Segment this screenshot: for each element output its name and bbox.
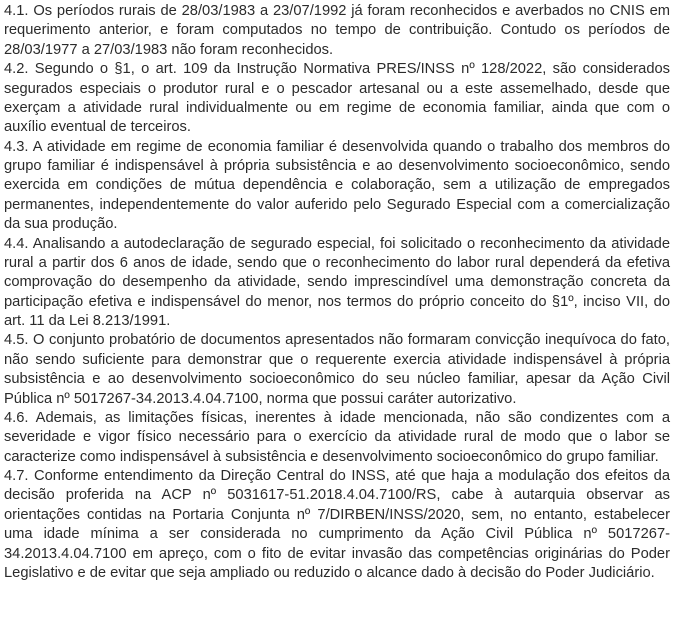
paragraph-4-2: 4.2. Segundo o §1, o art. 109 da Instrução Normativa PRES/INSS nº 128/2022, são considerados segurados especiais o produtor rural e o pescador artesanal ou a este assemelhado, desde que exerçam a atividade rural individualmente ou em regime de economia familiar, ainda que com o auxílio eventual de terceiros. [4, 61, 670, 136]
paragraph-4-1: 4.1. Os períodos rurais de 28/03/1983 a 23/07/1992 já foram reconhecidos e averbados no CNIS em requerimento anterior, e foram computados no tempo de contribuição. Contudo os períodos de 28/03/1977 a 27/03/1983 não foram reconhecidos. [4, 3, 670, 58]
paragraph-4-3: 4.3. A atividade em regime de economia familiar é desenvolvida quando o trabalho dos membros do grupo familiar é indispensável à própria subsistência e ao desenvolvimento socioeconômico, sendo exercida em condições de mútua dependência e colaboração, sem a utilização de empregados permanentes, independentemente do valor auferido pelo Segurado Especial com a comercialização da sua produção. [4, 138, 670, 233]
paragraph-4-4: 4.4. Analisando a autodeclaração de segurado especial, foi solicitado o reconhecimento da atividade rural a partir dos 6 anos de idade, sendo que o reconhecimento do labor rural dependerá da efetiva comprovação do desempenho da atividade, sendo imprescindível uma demonstração concreta da participação efetiva e indispensável do menor, nos termos do próprio conceito do §1º, inciso VII, do art. 11 da Lei 8.213/1991. [4, 235, 670, 329]
paragraph-4-6: 4.6. Ademais, as limitações físicas, inerentes à idade mencionada, não são condizentes com a severidade e vigor físico necessário para o exercício da atividade rural de modo que o labor se caracterize como indispensável à subsistência e desenvolvimento socioeconômico do grupo familiar. [4, 409, 670, 465]
paragraph-4-7: 4.7. Conforme entendimento da Direção Central do INSS, até que haja a modulação dos efeitos da decisão proferida na ACP nº 5031617-51.2018.4.04.7100/RS, cabe à autarquia observar as orientações contidas na Portaria Conjunta nº 7/DIRBEN/INSS/2020, sem, no entanto, estabelecer uma idade mínima a ser considerada no cumprimento da Ação Civil Pública nº 5017267-34.2013.4.04.7100 em apreço, com o fito de evitar invasão das competências originárias do Poder Legislativo e de evitar que seja ampliado ou reduzido o alcance dado à decisão do Poder Judiciário. [4, 468, 670, 581]
paragraph-4-5: 4.5. O conjunto probatório de documentos apresentados não formaram convicção inequívoca do fato, não sendo suficiente para demonstrar que o requerente exercia atividade indispensável à própria subsistência e ao desenvolvimento socioeconômico do seu núcleo familiar, apesar da Ação Civil Pública nº 5017267-34.2013.4.04.7100, norma que possui caráter autorizativo. [4, 332, 670, 407]
